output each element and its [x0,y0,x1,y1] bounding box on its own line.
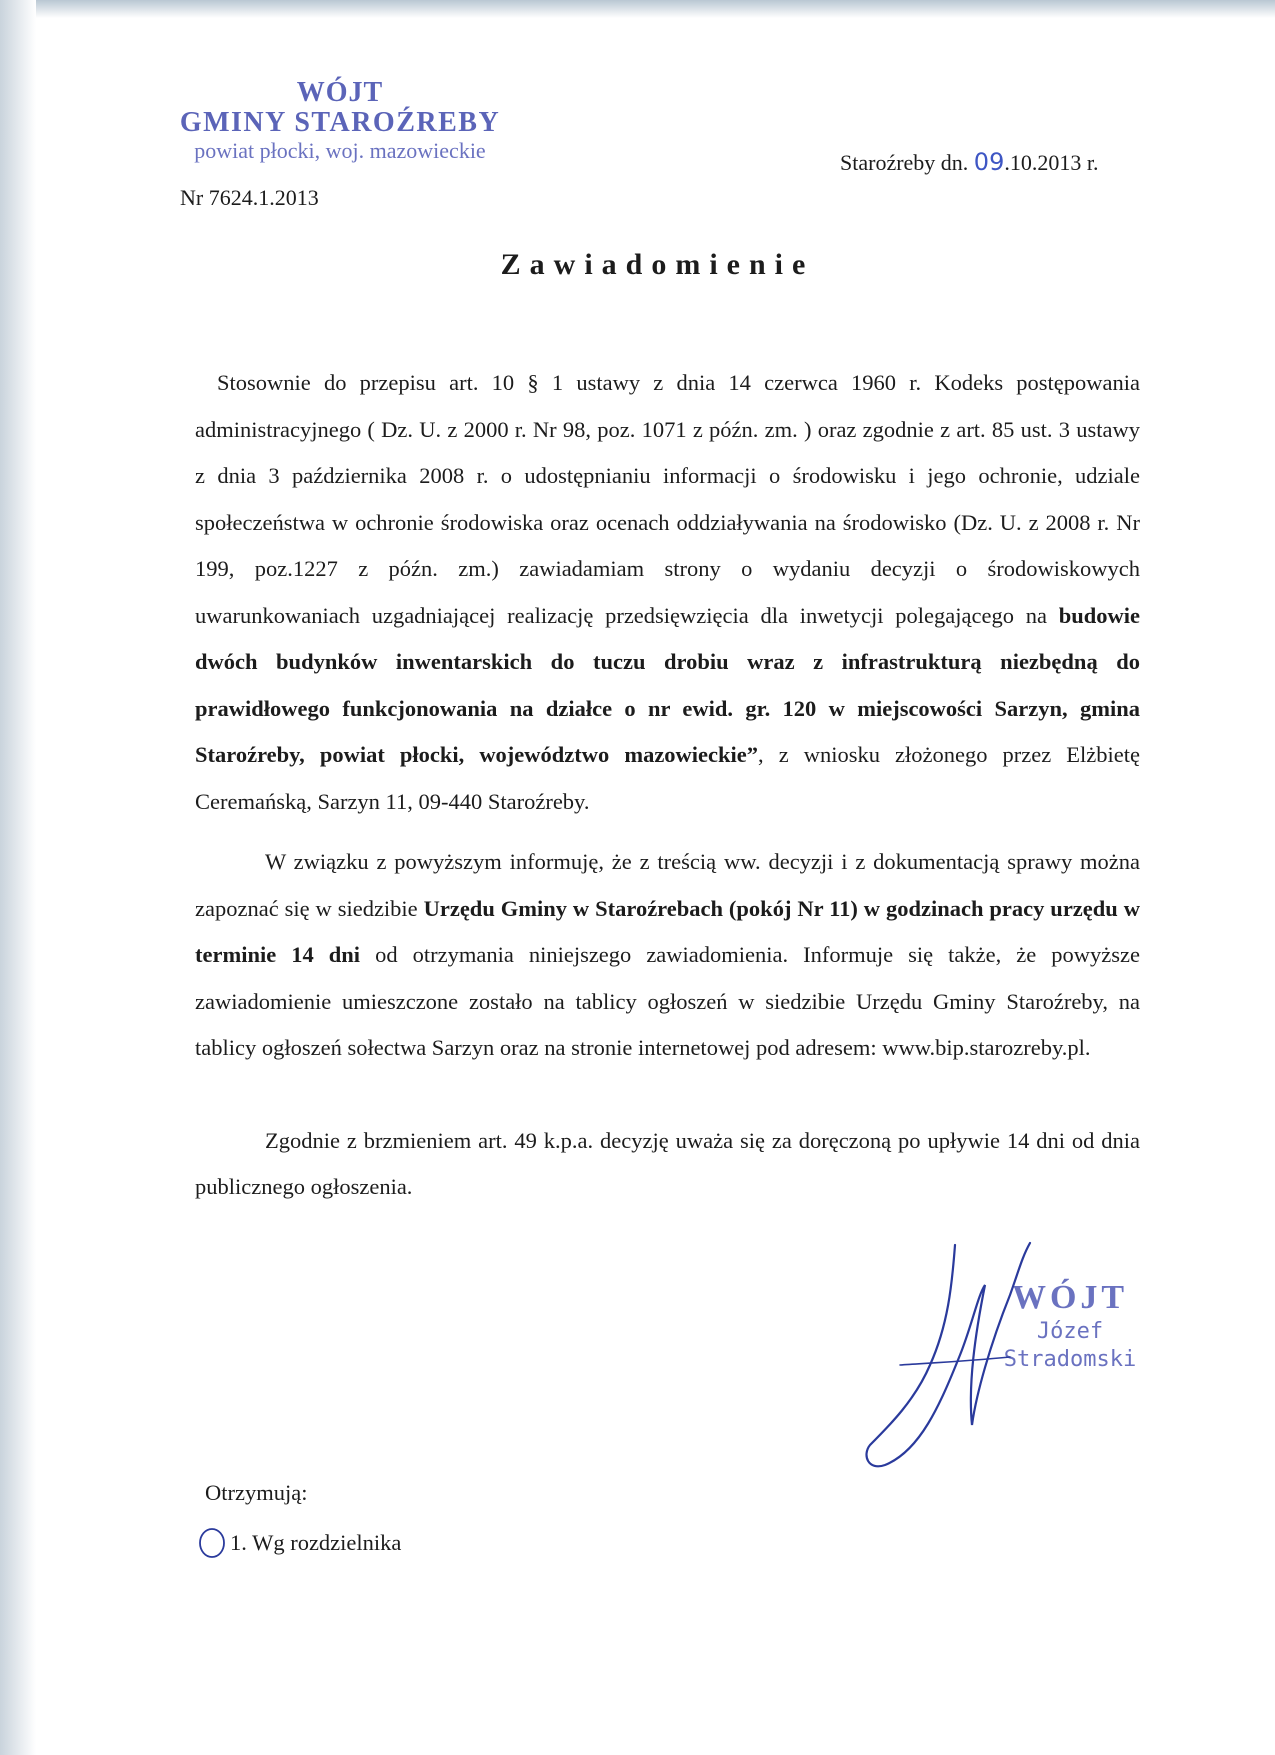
letterhead-stamp [160,78,520,164]
document-title: Zawiadomienie [500,248,815,281]
recipient-number: 1. [230,1530,247,1555]
stamp-line-2: GMINY STAROŹREBY [179,107,501,138]
paragraph-1-text-a: Stosownie do przepisu art. 10 § 1 ustawy z dnia 14 czerwca 1960 r. Kodeks postępowania administracyjnego ( Dz. U. z 2000 r. Nr 98, poz. 1071 z późn. zm. ) oraz zgodnie z art. 85 ust. 3 ustawy z dnia 3 października 2008 r. o udostępnianiu informacji o środowisku i jego ochronie, udziale społeczeństwa w ochronie środowiska oraz ocenach oddziaływania na środowisko (Dz. U. z 2008 r. Nr 199, poz.1227 z późn. zm.) zawiadamiam strony o wydaniu decyzji o środowiskowych uwarunkowaniach uzgadniającej realizację przedsięwzięcia dla inwetycji polegającego na [195,370,1140,628]
paragraph-2 [195,839,1140,1072]
paragraph-3: Zgodnie z brzmieniem art. 49 k.p.a. decyzję uważa się za doręczoną po upływie 14 dni od dnia publicznego ogłoszenia. [195,1127,1140,1199]
handwritten-day: 09 [973,148,1005,176]
signature-stamp-name: Józef Stradomski [1003,1319,1137,1372]
paragraph-1-text-b: , z wniosku złożonego przez Elżbietę Ceremańską, Sarzyn 11, 09-440 Staroźreby. [195,742,1140,814]
date-prefix: Staroźreby dn. [840,150,969,175]
paragraph-2-text-b: od otrzymania niniejszego zawiadomienia. Informuje się także, że powyższe zawiadomienie umieszczone zostało na tablicy ogłoszeń w siedzibie Urzędu Gminy Staroźreby, na tablicy ogłoszeń sołectwa Sarzyn oraz na stronie internetowej pod adresem: www.bip.starozreby.pl. [195,942,1140,1060]
signature-stamp-title: WÓJT [1011,1279,1129,1316]
recipient-text: Wg rozdzielnika [252,1530,402,1555]
paragraph-1-bold: budowie dwóch budynków inwentarskich do tuczu drobiu wraz z infrastrukturą niezbędną do prawidłowego funkcjonowania na działce o nr ewid. gr. 120 w miejscowości Sarzyn, gmina Staroźreby, powiat płocki, województwo mazowieckie” [195,602,1140,767]
handwritten-signature [860,1225,1120,1485]
stamp-line-3: powiat płocki, woj. mazowieckie [194,138,486,163]
stamp-line-1: WÓJT [296,77,384,108]
scan-edge [0,0,1275,18]
handwritten-circle-mark [197,1526,227,1560]
document-body [195,360,1140,1211]
paragraph-2-bold: Urzędu Gminy w Staroźrebach (pokój Nr 11) w godzinach pracy urzędu w terminie 14 dni [195,895,1140,967]
recipients-block [205,1468,401,1568]
reference-number: Nr 7624.1.2013 [180,185,319,210]
list-item [205,1518,401,1568]
recipients-heading: Otrzymują: [205,1480,308,1505]
date-line [840,148,1098,176]
paragraph-1 [195,360,1140,825]
paragraph-2-text-a: W związku z powyższym informuję, że z treścią ww. decyzji i z dokumentacją sprawy można zapoznać się w siedzibie [195,849,1140,921]
date-suffix: .10.2013 r. [1004,150,1099,175]
